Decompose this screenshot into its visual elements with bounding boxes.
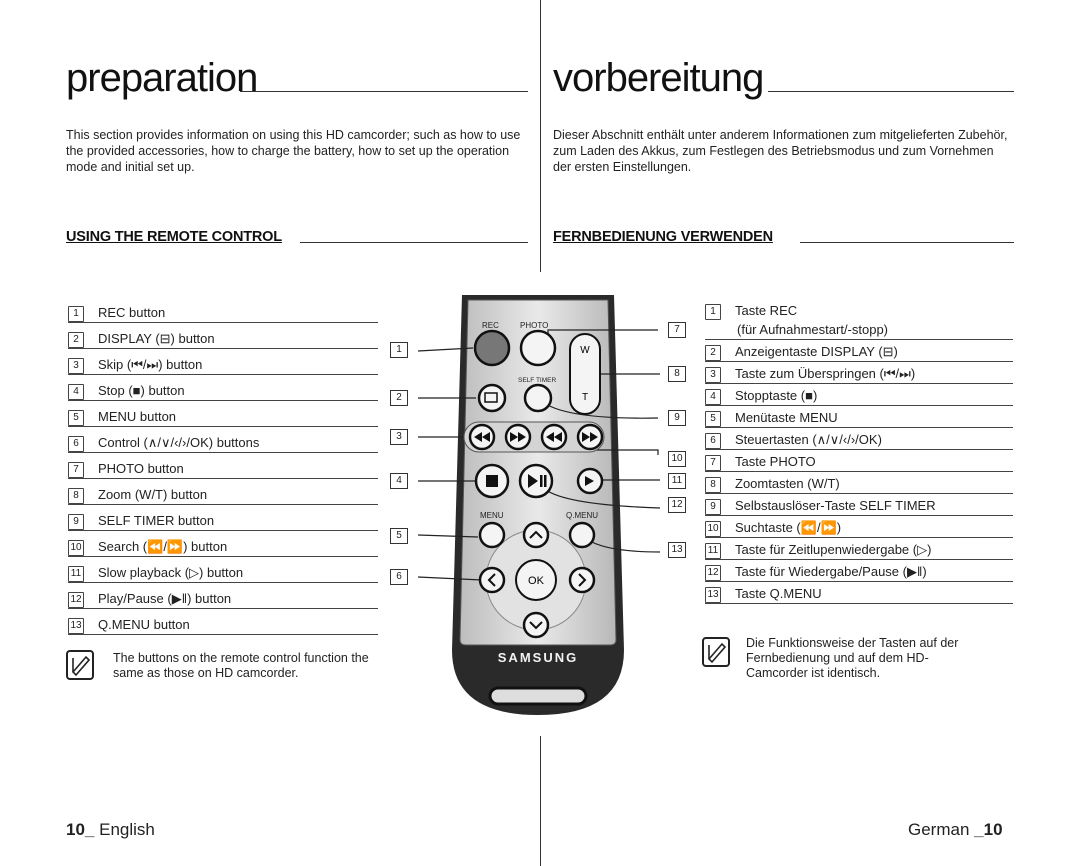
callout-6: 6 bbox=[390, 569, 408, 585]
item-separator bbox=[705, 427, 1013, 428]
item-separator bbox=[705, 339, 1013, 340]
item-text: Taste zum Überspringen (⏮/⏭) bbox=[735, 366, 916, 381]
item-text: Suchtaste (⏪/⏩) bbox=[735, 520, 842, 535]
item-number: 3 bbox=[68, 358, 84, 374]
item-separator bbox=[705, 361, 1013, 362]
self-timer-label: SELF TIMER bbox=[518, 377, 557, 384]
item-separator bbox=[68, 556, 378, 557]
right-item-9 bbox=[705, 495, 936, 516]
zoom-w-label: W bbox=[580, 345, 590, 356]
intro-left: This section provides information on using this HD camcorder; such as how to use the provided accessories, how to charge the battery, how to set up the operation mode and initial set up. bbox=[66, 128, 521, 174]
callout-13: 13 bbox=[668, 542, 686, 558]
item-number: 10 bbox=[705, 521, 721, 537]
item-number: 7 bbox=[705, 455, 721, 471]
item-separator bbox=[705, 405, 1013, 406]
item-text: Search (⏪/⏩) button bbox=[98, 539, 228, 554]
section-heading-left: USING THE REMOTE CONTROL bbox=[66, 229, 282, 245]
item-number: 9 bbox=[705, 499, 721, 515]
item-text: PHOTO button bbox=[98, 461, 184, 476]
heading-rule-left bbox=[300, 242, 528, 243]
item-text: Slow playback (▷) button bbox=[98, 565, 244, 580]
photo-label: PHOTO bbox=[520, 321, 549, 330]
item-text: Taste Q.MENU bbox=[735, 586, 822, 601]
item-text: REC button bbox=[98, 305, 166, 320]
left-item-6 bbox=[68, 432, 259, 453]
item-number: 12 bbox=[68, 592, 84, 608]
ok-label: OK bbox=[528, 575, 544, 587]
item-number: 8 bbox=[705, 477, 721, 493]
callout-4: 4 bbox=[390, 473, 408, 489]
item-separator bbox=[705, 493, 1013, 494]
item-separator bbox=[68, 478, 378, 479]
center-divider-top bbox=[540, 0, 541, 272]
callout-12: 12 bbox=[668, 497, 686, 513]
note-text-left: The buttons on the remote control function the same as those on HD camcorder. bbox=[113, 651, 369, 680]
rec-label: REC bbox=[482, 321, 499, 330]
item-text: Play/Pause (▶‖) button bbox=[98, 591, 232, 606]
footer-language-left: English bbox=[99, 820, 155, 839]
right-item-7 bbox=[705, 451, 816, 472]
menu-label: MENU bbox=[480, 511, 504, 520]
item-separator bbox=[705, 471, 1013, 472]
item-number: 2 bbox=[68, 332, 84, 348]
item-number: 1 bbox=[705, 304, 721, 320]
left-item-13 bbox=[68, 614, 190, 635]
callout-10: 10 bbox=[668, 451, 686, 467]
item-number: 5 bbox=[705, 411, 721, 427]
item-separator bbox=[68, 400, 378, 401]
page-title-left: preparation bbox=[66, 56, 258, 100]
intro-right: Dieser Abschnitt enthält unter anderem Informationen zum mitgelieferten Zubehör, zum Laden des Akkus, zum Festlegen des Betriebsmodus und zum Vornehmen der ersten Einstellungen. bbox=[553, 128, 1008, 174]
item-separator bbox=[68, 504, 378, 505]
item-number: 12 bbox=[705, 565, 721, 581]
item-separator bbox=[68, 452, 378, 453]
item-number: 8 bbox=[68, 488, 84, 504]
item-separator bbox=[705, 559, 1013, 560]
title-rule-right bbox=[768, 91, 1014, 92]
item-text: Anzeigentaste DISPLAY (⊟) bbox=[735, 344, 898, 359]
item-number: 7 bbox=[68, 462, 84, 478]
callout-7: 7 bbox=[668, 322, 686, 338]
item-number: 11 bbox=[68, 566, 84, 582]
zoom-t-label: T bbox=[581, 392, 589, 403]
item-number: 9 bbox=[68, 514, 84, 530]
item-text: Q.MENU button bbox=[98, 617, 190, 632]
footer-right bbox=[908, 820, 1003, 840]
left-item-5 bbox=[68, 406, 176, 427]
item-text: Taste für Zeitlupenwiedergabe (▷) bbox=[735, 542, 932, 557]
callout-9: 9 bbox=[668, 410, 686, 426]
item-separator bbox=[68, 582, 378, 583]
right-item-13 bbox=[705, 583, 822, 604]
heading-rule-right bbox=[800, 242, 1014, 243]
item-text: Skip (⏮/⏭) button bbox=[98, 357, 203, 372]
item-text: Stopptaste (■) bbox=[735, 388, 818, 403]
left-item-4 bbox=[68, 380, 185, 401]
item-separator bbox=[68, 322, 378, 323]
callout-11: 11 bbox=[668, 473, 686, 489]
item-separator bbox=[68, 530, 378, 531]
right-item-8 bbox=[705, 473, 840, 494]
item-separator bbox=[705, 449, 1013, 450]
left-item-1 bbox=[68, 302, 165, 323]
left-item-8 bbox=[68, 484, 207, 505]
callout-2: 2 bbox=[390, 390, 408, 406]
right-item-11 bbox=[705, 539, 931, 560]
item-text: SELF TIMER button bbox=[98, 513, 215, 528]
page-number-left: 10_ bbox=[66, 820, 95, 839]
page-number-right: _10 bbox=[974, 820, 1003, 839]
right-item-10 bbox=[705, 517, 841, 538]
right-item-3 bbox=[705, 363, 915, 384]
right-item-5 bbox=[705, 407, 838, 428]
right-item-6 bbox=[705, 429, 882, 450]
left-item-12 bbox=[68, 588, 231, 609]
note-icon bbox=[66, 650, 94, 680]
left-item-2 bbox=[68, 328, 215, 349]
item-separator bbox=[705, 581, 1013, 582]
item-separator bbox=[705, 603, 1013, 604]
item-text: Taste PHOTO bbox=[735, 454, 816, 469]
item-separator bbox=[68, 374, 378, 375]
item-text: Selbstauslöser-Taste SELF TIMER bbox=[735, 498, 936, 513]
left-item-11 bbox=[68, 562, 243, 583]
left-item-7 bbox=[68, 458, 184, 479]
center-divider-bottom bbox=[540, 736, 541, 866]
title-rule-left bbox=[240, 91, 528, 92]
left-item-9 bbox=[68, 510, 214, 531]
item-text: MENU button bbox=[98, 409, 177, 424]
right-item-2 bbox=[705, 341, 898, 362]
item-separator bbox=[68, 608, 378, 609]
brand-label: SAMSUNG bbox=[497, 650, 579, 665]
qmenu-label: Q.MENU bbox=[566, 511, 598, 520]
item-number: 2 bbox=[705, 345, 721, 361]
note-text-right: Die Funktionsweise der Tasten auf der Fernbedienung und auf dem HD-Camcorder ist identisch. bbox=[746, 636, 959, 680]
right-item-1-sub: (für Aufnahmestart/-stopp) bbox=[737, 322, 889, 337]
item-separator bbox=[68, 348, 378, 349]
note-icon-right bbox=[702, 637, 730, 667]
item-separator bbox=[705, 383, 1013, 384]
item-text: Zoomtasten (W/T) bbox=[735, 476, 840, 491]
footer-language-right: German bbox=[908, 820, 970, 839]
item-number: 1 bbox=[68, 306, 84, 322]
item-number: 4 bbox=[68, 384, 84, 400]
left-item-10 bbox=[68, 536, 227, 557]
callout-8: 8 bbox=[668, 366, 686, 382]
item-number: 11 bbox=[705, 543, 721, 559]
left-item-3 bbox=[68, 354, 202, 375]
item-number: 6 bbox=[705, 433, 721, 449]
item-text: Taste REC bbox=[735, 303, 798, 318]
item-number: 4 bbox=[705, 389, 721, 405]
section-heading-right: FERNBEDIENUNG VERWENDEN bbox=[553, 229, 773, 245]
item-text: Steuertasten (∧/∨/‹/›/OK) bbox=[735, 432, 882, 447]
item-number: 13 bbox=[705, 587, 721, 603]
item-separator bbox=[68, 634, 378, 635]
right-item-12 bbox=[705, 561, 927, 582]
item-separator bbox=[705, 515, 1013, 516]
callout-1: 1 bbox=[390, 342, 408, 358]
item-number: 13 bbox=[68, 618, 84, 634]
item-text: Control (∧/∨/‹/›/OK) buttons bbox=[98, 435, 260, 450]
item-text: Zoom (W/T) button bbox=[98, 487, 208, 502]
item-number: 6 bbox=[68, 436, 84, 452]
item-separator bbox=[68, 426, 378, 427]
item-number: 10 bbox=[68, 540, 84, 556]
item-text: Menütaste MENU bbox=[735, 410, 838, 425]
item-number: 5 bbox=[68, 410, 84, 426]
page-title-right: vorbereitung bbox=[553, 56, 764, 100]
remote-control-illustration bbox=[378, 290, 698, 720]
callout-3: 3 bbox=[390, 429, 408, 445]
item-text: Stop (■) button bbox=[98, 383, 185, 398]
item-separator bbox=[705, 537, 1013, 538]
footer-left bbox=[66, 820, 155, 840]
right-item-4 bbox=[705, 385, 817, 406]
item-number: 3 bbox=[705, 367, 721, 383]
item-text: DISPLAY (⊟) button bbox=[98, 331, 215, 346]
right-item-1 bbox=[705, 300, 797, 321]
item-text: Taste für Wiedergabe/Pause (▶‖) bbox=[735, 564, 927, 579]
callout-5: 5 bbox=[390, 528, 408, 544]
